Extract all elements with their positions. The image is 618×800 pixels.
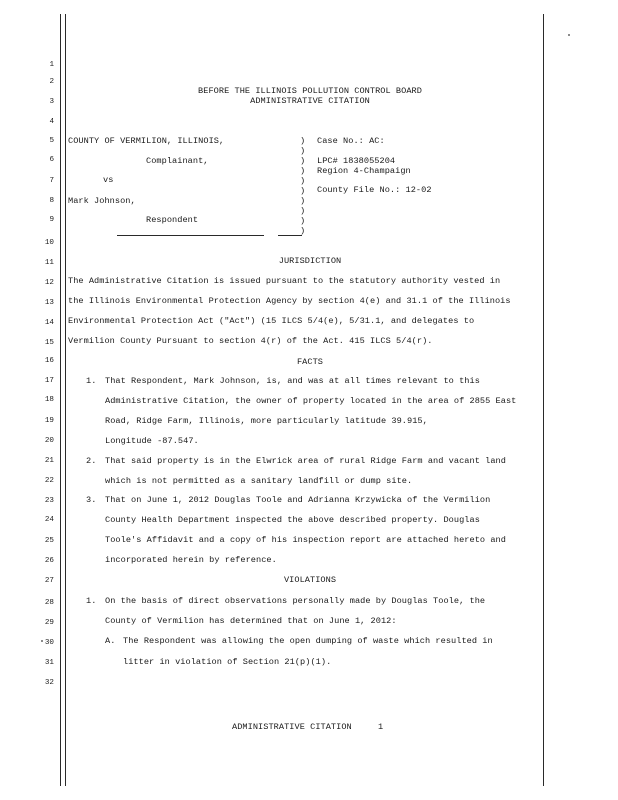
line-number: 22 <box>44 477 54 485</box>
fact-line: Toole's Affidavit and a copy of his inspection report are attached hereto and <box>105 535 506 545</box>
fact-line: Road, Ridge Farm, Illinois, more particularly latitude 39.915, <box>105 416 428 426</box>
board-heading: BEFORE THE ILLINOIS POLLUTION CONTROL BOARD <box>198 86 422 96</box>
line-number: 28 <box>44 599 54 607</box>
left-margin-rule-outer <box>60 14 61 786</box>
fact-number: 2. <box>86 456 97 466</box>
jurisdiction-line: The Administrative Citation is issued pursuant to the statutory authority vested in <box>68 276 501 286</box>
line-number: 30 <box>44 639 54 647</box>
line-number: 20 <box>44 437 54 445</box>
bracket-glyph: ) <box>300 206 306 216</box>
line-number: 21 <box>44 457 54 465</box>
line-number: 9 <box>49 216 54 224</box>
jurisdiction-line: Environmental Protection Act ("Act") (15 ILCS 5/4(e), 5/31.1, and delegates to <box>68 316 475 326</box>
line-number: 32 <box>44 679 54 687</box>
footer-title: ADMINISTRATIVE CITATION <box>232 722 352 732</box>
violation-a-line: litter in violation of Section 21(p)(1). <box>123 657 332 667</box>
line-number: 29 <box>44 619 54 627</box>
caption-underline-left <box>117 235 264 236</box>
line-number: 11 <box>44 259 54 267</box>
scan-speck <box>568 34 570 36</box>
bracket-glyph: ) <box>300 226 306 236</box>
line-number: 12 <box>44 279 54 287</box>
fact-line: That on June 1, 2012 Douglas Toole and Adrianna Krzywicka of the Vermilion <box>105 495 491 505</box>
bracket-glyph: ) <box>300 176 306 186</box>
line-number: 5 <box>49 137 54 145</box>
line-number: 19 <box>44 417 54 425</box>
violation-a-label: A. <box>105 636 116 646</box>
line-number: 8 <box>49 197 54 205</box>
fact-line: incorporated herein by reference. <box>105 555 277 565</box>
caption-county: COUNTY OF VERMILION, ILLINOIS, <box>68 136 225 146</box>
violation-1-line: County of Vermilion has determined that on June 1, 2012: <box>105 616 397 626</box>
footer-page-number: 1 <box>378 722 384 732</box>
line-number: 15 <box>44 339 54 347</box>
line-number: 17 <box>44 377 54 385</box>
bracket-glyph: ) <box>300 156 306 166</box>
line-number: 31 <box>44 659 54 667</box>
line-number: 25 <box>44 537 54 545</box>
lpc-number: LPC# 1838055204 <box>317 156 396 166</box>
fact-number: 3. <box>86 495 97 505</box>
violation-a-line: The Respondent was allowing the open dumping of waste which resulted in <box>123 636 493 646</box>
left-margin-rule-inner <box>65 14 66 786</box>
fact-line: That Respondent, Mark Johnson, is, and was at all times relevant to this <box>105 376 480 386</box>
caption-respondent-name: Mark Johnson, <box>68 196 136 206</box>
bracket-glyph: ) <box>300 216 306 226</box>
bracket-glyph: ) <box>300 136 306 146</box>
case-number: Case No.: AC: <box>317 136 385 146</box>
violation-1-number: 1. <box>86 596 97 606</box>
line-number: 14 <box>44 319 54 327</box>
line-number: 4 <box>49 118 54 126</box>
line-number: 1 <box>49 61 54 69</box>
caption-complainant: Complainant, <box>146 156 209 166</box>
line-number: 6 <box>49 156 54 164</box>
fact-line: Administrative Citation, the owner of property located in the area of 2855 East <box>105 396 517 406</box>
facts-heading: FACTS <box>296 357 324 367</box>
region: Region 4-Champaign <box>317 166 411 176</box>
violation-1-line: On the basis of direct observations personally made by Douglas Toole, the <box>105 596 486 606</box>
line-number: 27 <box>44 577 54 585</box>
line-number: 3 <box>49 98 54 106</box>
fact-line: County Health Department inspected the above described property. Douglas <box>105 515 480 525</box>
bracket-glyph: ) <box>300 196 306 206</box>
caption-underline-right <box>278 235 302 236</box>
fact-number: 1. <box>86 376 97 386</box>
right-margin-rule <box>543 14 544 786</box>
line-number: 13 <box>44 299 54 307</box>
line-number: 2 <box>49 78 54 86</box>
citation-heading: ADMINISTRATIVE CITATION <box>250 96 370 106</box>
bracket-glyph: ) <box>300 166 306 176</box>
jurisdiction-heading: JURISDICTION <box>278 256 342 266</box>
line-number: 16 <box>44 357 54 365</box>
jurisdiction-line: the Illinois Environmental Protection Agency by section 4(e) and 31.1 of the Illinois <box>68 296 511 306</box>
line-number: 18 <box>44 396 54 404</box>
line-number: 10 <box>44 239 54 247</box>
county-file-number: County File No.: 12-02 <box>317 185 432 195</box>
caption-vs: vs <box>103 175 114 185</box>
jurisdiction-line: Vermilion County Pursuant to section 4(r) of the Act. 415 ILCS 5/4(r). <box>68 336 433 346</box>
bracket-glyph: ) <box>300 186 306 196</box>
line-number: 24 <box>44 516 54 524</box>
line-number: 7 <box>49 177 54 185</box>
line-number: 23 <box>44 497 54 505</box>
caption-respondent-role: Respondent <box>146 215 199 225</box>
fact-line: which is not permitted as a sanitary landfill or dump site. <box>105 476 413 486</box>
line-number: 26 <box>44 557 54 565</box>
fact-line: That said property is in the Elwrick area of rural Ridge Farm and vacant land <box>105 456 506 466</box>
violations-heading: VIOLATIONS <box>283 575 337 585</box>
bracket-glyph: ) <box>300 146 306 156</box>
fact-line: Longitude -87.547. <box>105 436 199 446</box>
